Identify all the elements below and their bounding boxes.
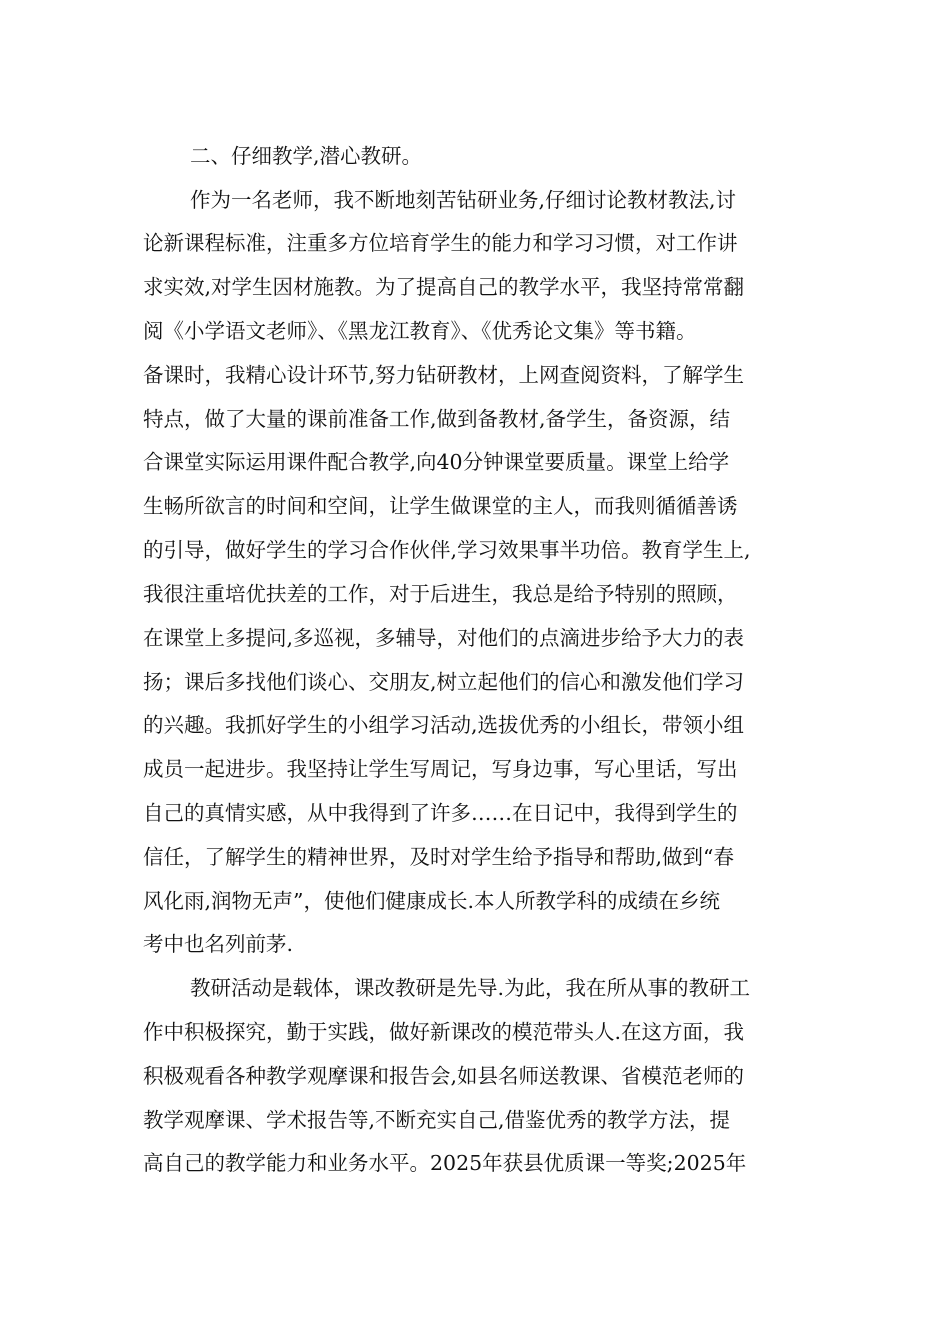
text-line: 风化雨,润物无声”，使他们健康成长.本人所教学科的成绩在乡统 xyxy=(143,889,721,913)
text-line: 论新课程标准，注重多方位培育学生的能力和学习习惯，对工作讲 xyxy=(143,231,738,255)
text-line: 信任，了解学生的精神世界，及时对学生给予指导和帮助,做到“春 xyxy=(143,845,734,869)
text-line: 我很注重培优扶差的工作，对于后进生，我总是给予特别的照顾， xyxy=(143,582,738,606)
text-line: 的引导，做好学生的学习合作伙伴,学习效果事半功倍。教育学生上, xyxy=(143,538,751,562)
text-line: 生畅所欲言的时间和空间，让学生做课堂的主人，而我则循循善诱 xyxy=(143,494,738,518)
text-line: 成员一起进步。我坚持让学生写周记，写身边事，写心里话，写出 xyxy=(143,757,738,781)
text-line: 教研活动是载体，课改教研是先导.为此，我在所从事的教研工 xyxy=(190,976,751,1000)
text-line: 考中也名列前茅. xyxy=(143,932,294,956)
section-heading: 二、仔细教学,潜心教研。 xyxy=(190,144,423,168)
text-line: 合课堂实际运用课件配合教学,向40分钟课堂要质量。课堂上给学 xyxy=(143,450,730,474)
text-line: 求实效,对学生因材施教。为了提高自己的教学水平，我坚持常常翻 xyxy=(143,275,745,299)
text-line: 备课时，我精心设计环节,努力钻研教材，上网查阅资料，了解学生 xyxy=(143,363,745,387)
text-line: 特点，做了大量的课前准备工作,做到备教材,备学生，备资源，结 xyxy=(143,407,731,431)
text-line: 教学观摩课、学术报告等,不断充实自己,借鉴优秀的教学方法，提 xyxy=(143,1108,731,1132)
text-line: 扬；课后多找他们谈心、交朋友,树立起他们的信心和激发他们学习 xyxy=(143,670,745,694)
text-line: 自己的真情实感，从中我得到了许多……在日记中，我得到学生的 xyxy=(143,801,738,825)
text-line: 阅《小学语文老师》、《黑龙江教育》、《优秀论文集》等书籍。 xyxy=(143,319,697,343)
text-line: 在课堂上多提问,多巡视，多辅导，对他们的点滴进步给予大力的表 xyxy=(143,626,745,650)
text-line: 的兴趣。我抓好学生的小组学习活动,选拔优秀的小组长，带领小组 xyxy=(143,713,745,737)
text-line: 作为一名老师，我不断地刻苦钻研业务,仔细讨论教材教法,讨 xyxy=(190,188,737,212)
text-line: 作中积极探究，勤于实践，做好新课改的模范带头人.在这方面，我 xyxy=(143,1020,745,1044)
text-line: 积极观看各种教学观摩课和报告会,如县名师送教课、省模范老师的 xyxy=(143,1064,745,1088)
text-line: 高自己的教学能力和业务水平。2025年获县优质课一等奖;2025年 xyxy=(143,1151,747,1175)
